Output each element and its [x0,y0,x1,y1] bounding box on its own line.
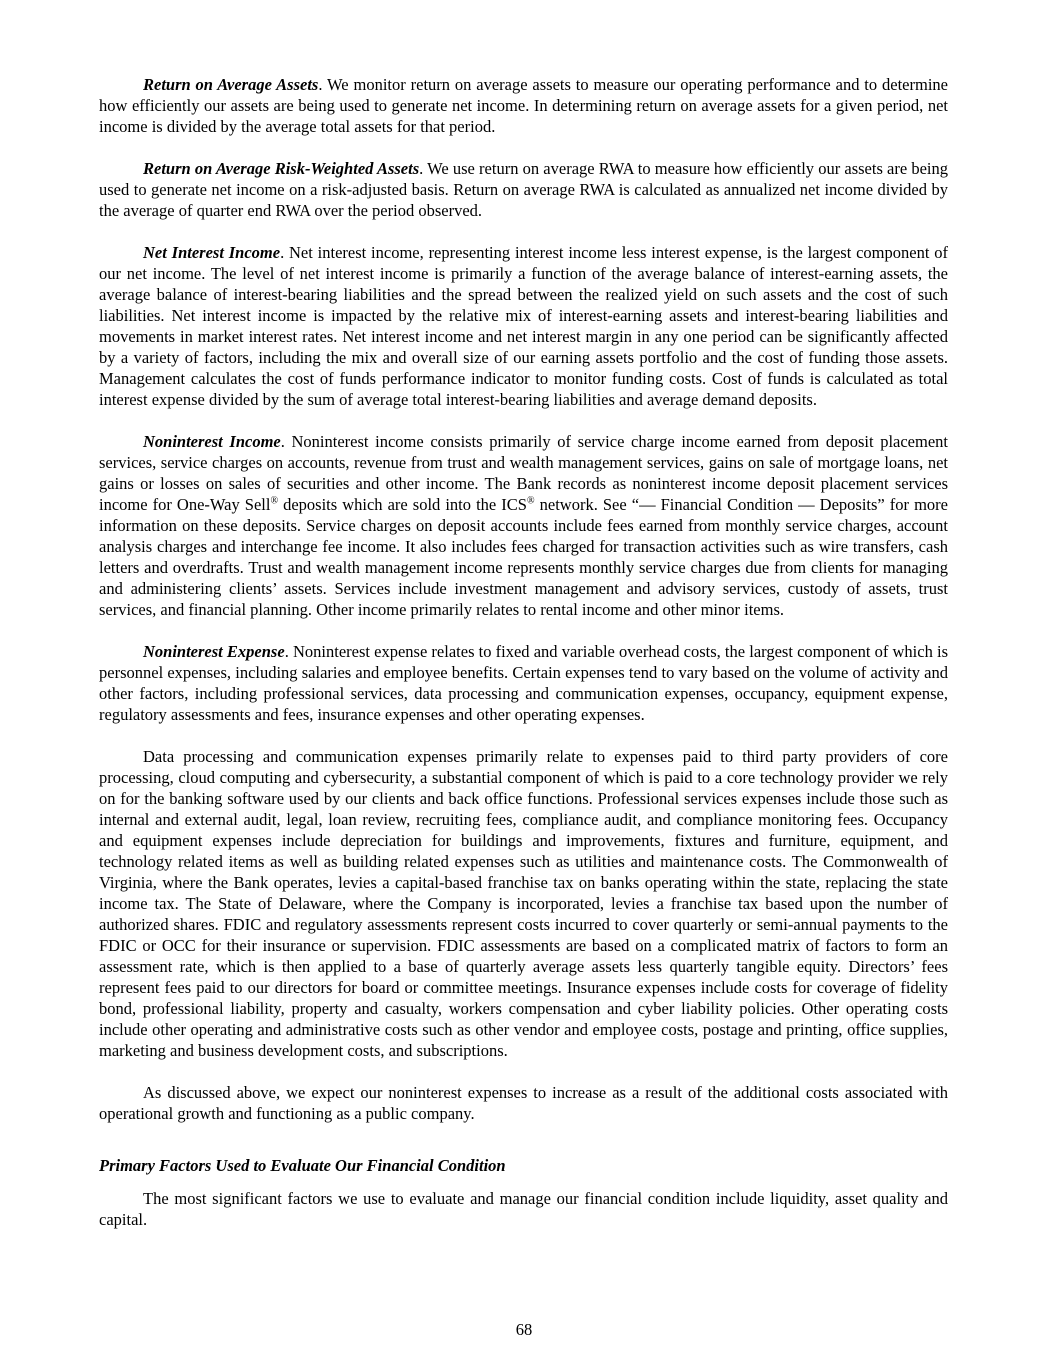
paragraph [99,641,948,725]
registered-trademark-symbol: ® [526,495,535,507]
document-body [99,74,948,1251]
paragraph-lead: Noninterest Income [143,432,281,451]
paragraph [99,242,948,410]
paragraph [99,74,948,137]
paragraph-text: Data processing and communication expenses primarily relate to expenses paid to third party providers of core processing, cloud computing and cybersecurity, a substantial component of which is paid to a core technology provider we rely on for the banking software used by our clients and back office functions. Professional services expenses include those such as internal and external audit, legal, loan review, recruiting fees, compliance audit, and compliance monitoring fees. Occupancy and equipment expenses include depreciation for buildings and improvements, fixtures and furniture, equipment, and technology related items as well as building related expenses such as utilities and maintenance costs. The Commonwealth of Virginia, where the Bank operates, levies a capital-based franchise tax on banks operating within the state, replacing the state income tax. The State of Delaware, where the Company is incorporated, levies a franchise tax based upon the number of authorized shares. FDIC and regulatory assessments represent costs incurred to cover quarterly or semi-annual payments to the FDIC or OCC for their insurance or supervision. FDIC assessments are based on a complicated matrix of factors to form an assessment rate, which is then applied to a base of quarterly average assets less quarterly tangible equity. Directors’ fees represent fees paid to our directors for board or committee meetings. Insurance expenses include costs for coverage of fidelity bond, professional liability, property and casualty, workers compensation and cyber liability policies. Other operating costs include other operating and administrative costs such as other vendor and employee costs, postage and printing, office supplies, marketing and business development costs, and subscriptions. [99,747,948,1060]
section-heading-text: Primary Factors Used to Evaluate Our Financial Condition [99,1156,506,1175]
paragraph [99,1082,948,1124]
paragraph-text: . Noninterest income consists primarily of service charge income earned from deposit placement services, service charges on accounts, revenue from trust and wealth management services, gains on sale of mortgage loans, net gains or losses on sales of securities and other income. The Bank records as noninterest income deposit placement services income for One-Way Sell [99,432,948,514]
paragraph-lead: Net Interest Income [143,243,281,262]
paragraph-text: . We use return on average RWA to measure how efficiently our assets are being used to generate net income on a risk-adjusted basis. Return on average RWA is calculated as annualized net income divided by the average of quarter end RWA over the period observed. [99,159,949,220]
paragraph-text: . We monitor return on average assets to measure our operating performance and to determine how efficiently our assets are being used to generate net income. In determining return on average assets for a given period, net income is divided by the average total assets for that period. [99,75,948,136]
registered-trademark-symbol: ® [270,495,279,507]
paragraph [99,746,948,1061]
paragraph [99,1188,948,1230]
paragraph-text: network. See “— Financial Condition — Deposits” for more information on these deposits. Service charges on deposit accounts include fees earned from monthly service charges, account analysis charges and interchange fee income. It also includes fees charged for transaction activities such as wire transfers, cash letters and overdrafts. Trust and wealth management income represents monthly service charges due from clients for managing and administering clients’ assets. Services include investment management and advisory services, custody of assets, trust services, and financial planning. Other income primarily relates to rental income and other minor items. [99,495,948,619]
page-number: 68 [515,1320,533,1339]
section-heading [99,1155,948,1176]
paragraph [99,158,948,221]
paragraph-text: deposits which are sold into the ICS [278,495,527,514]
paragraph-lead: Return on Average Assets [143,75,319,94]
paragraph [99,431,948,620]
paragraph-text: . Net interest income, representing interest income less interest expense, is the largest component of our net income. The level of net interest income is primarily a function of the average balance of interest-earning assets, the average balance of interest-bearing liabilities and the spread between the realized yield on such assets and the cost of such liabilities. Net interest income is impacted by the relative mix of interest-earning assets and interest-bearing liabilities and movements in market interest rates. Net interest income and net interest margin in any one period can be significantly affected by a variety of factors, including the mix and overall size of our earning assets portfolio and the cost of funding those assets. Management calculates the cost of funds performance indicator to monitor funding costs. Cost of funds is calculated as total interest expense divided by the sum of average total interest-bearing liabilities and average demand deposits. [99,243,948,409]
paragraph-text: The most significant factors we use to evaluate and manage our financial condition include liquidity, asset quality and capital. [99,1189,948,1229]
paragraph-lead: Noninterest Expense [143,642,285,661]
paragraph-text: As discussed above, we expect our noninterest expenses to increase as a result of the additional costs associated with operational growth and functioning as a public company. [99,1083,948,1123]
paragraph-lead: Return on Average Risk-Weighted Assets [143,159,420,178]
paragraph-text: . Noninterest expense relates to fixed and variable overhead costs, the largest component of which is personnel expenses, including salaries and employee benefits. Certain expenses tend to vary based on the volume of activity and other factors, including professional services, data processing and communication expenses, occupancy, equipment expense, regulatory assessments and fees, insurance expenses and other operating expenses. [99,642,948,724]
